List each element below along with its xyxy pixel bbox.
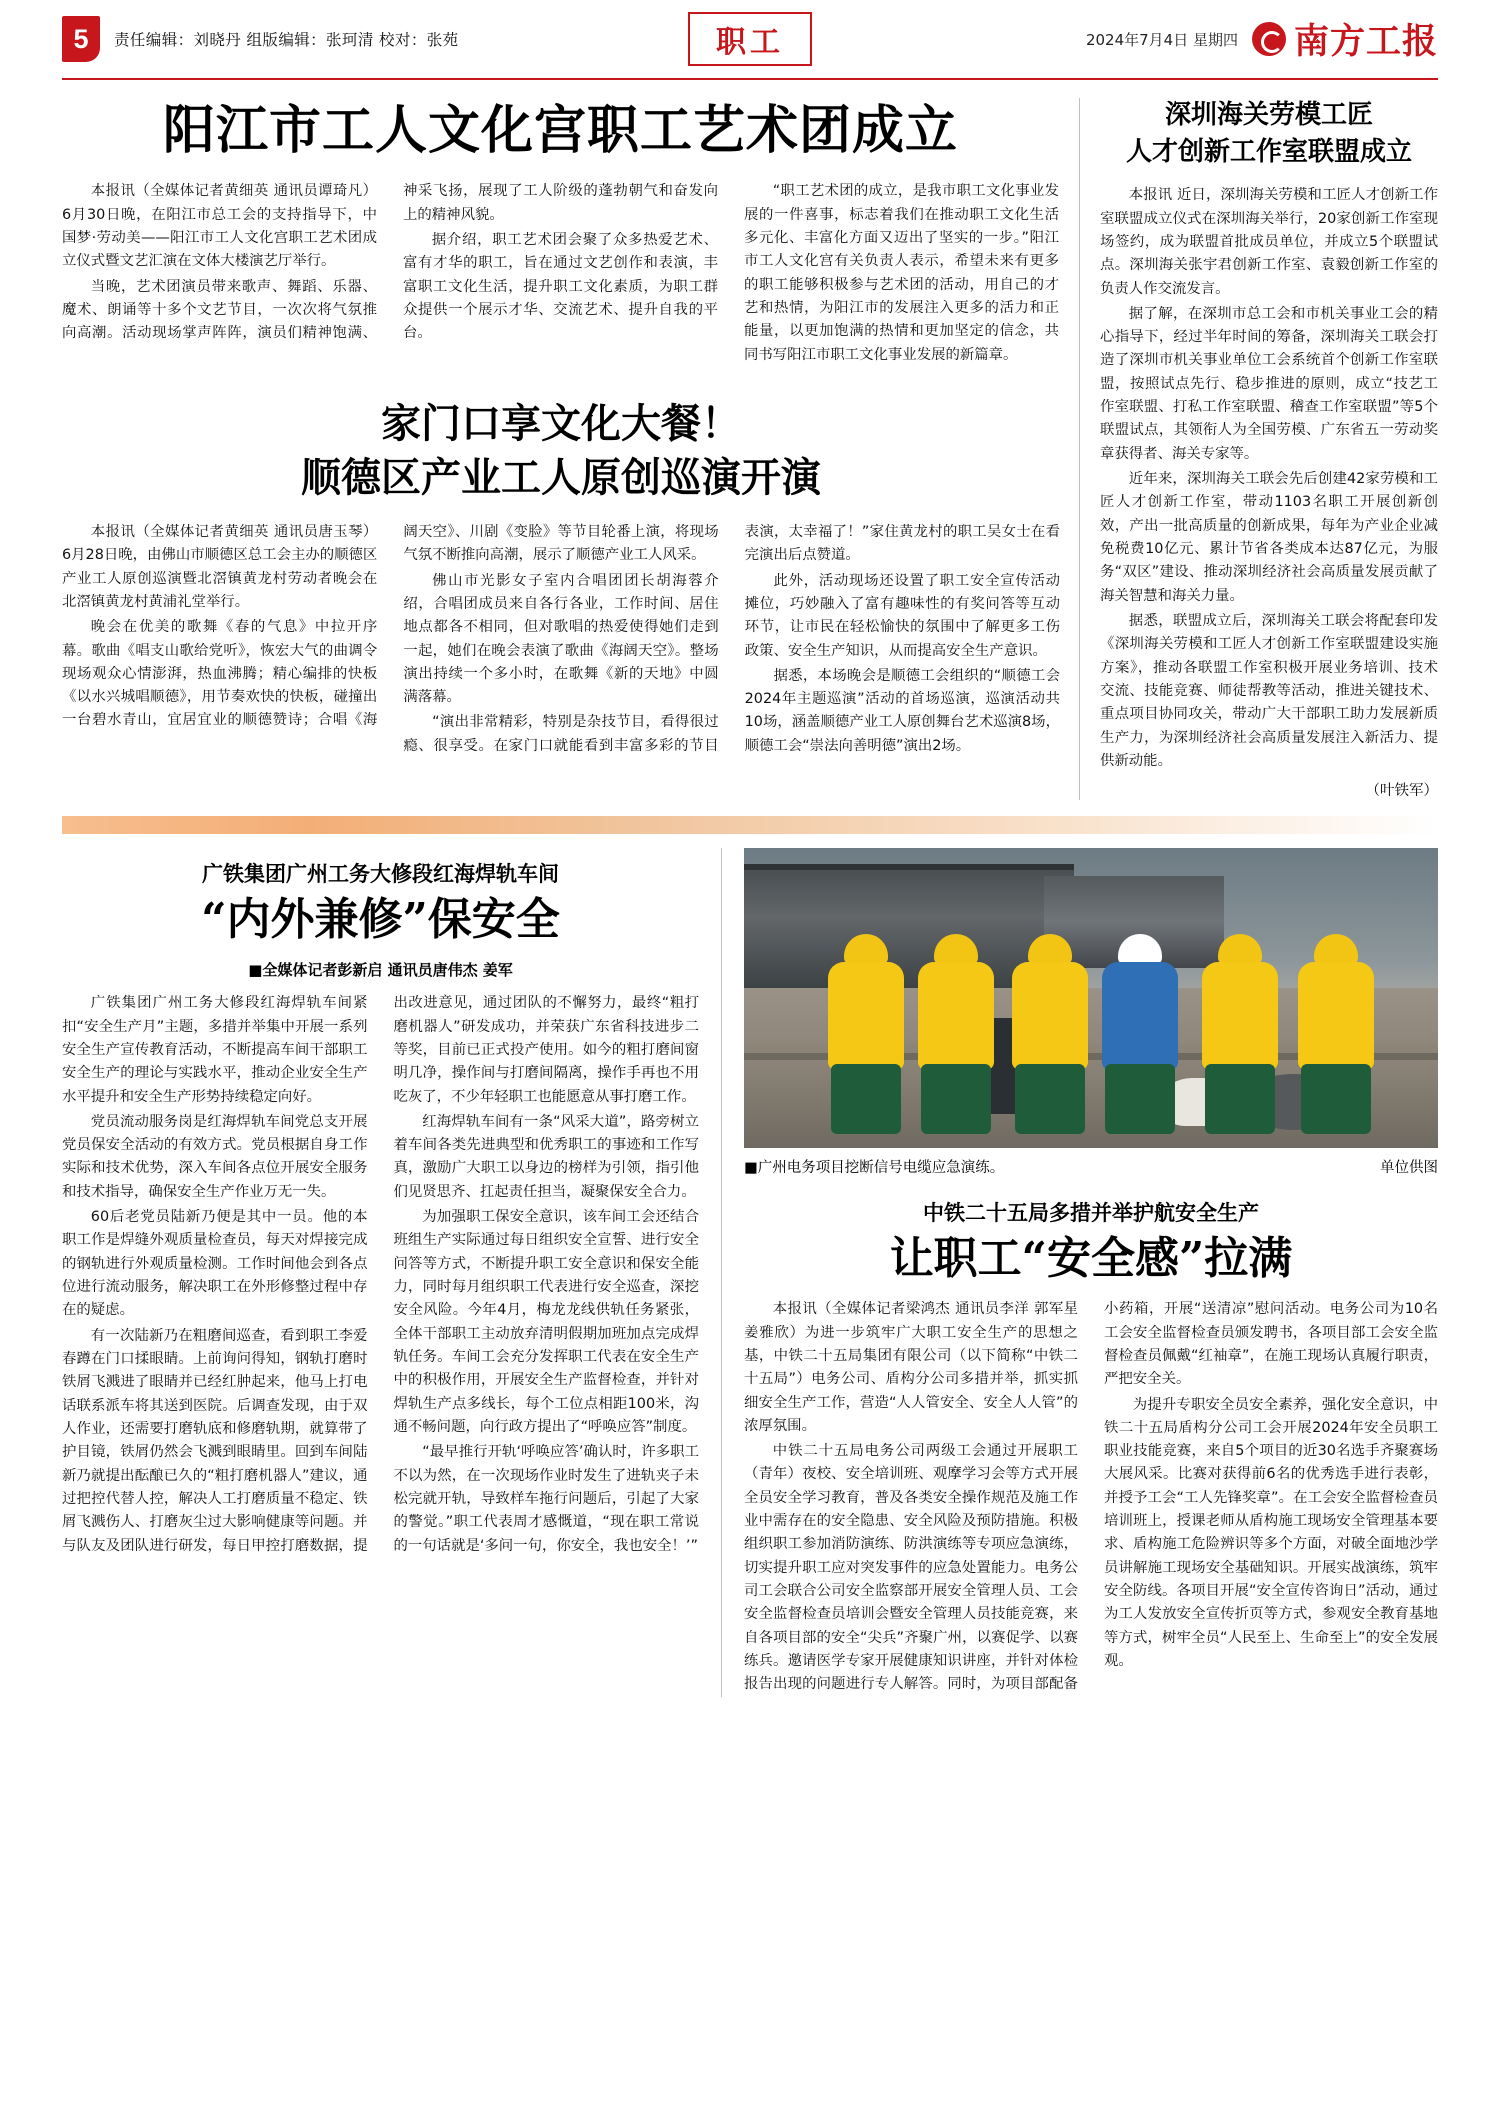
article-5-headline: 让职工“安全感”拉满 (889, 1233, 1293, 1285)
helmet-icon (934, 934, 978, 964)
paragraph: “职工艺术团的成立，是我市职工文化事业发展的一件喜事，标志着我们在推动职工文化生活多元化、丰富化方面又迈出了坚实的一步。”阳江市工人文化宫有关负责人表示，希望未来有更多的职工能够积极参与艺术团的活动，用自己的才艺和热情，为阳江市的发展注入更多的活力和正能量，以更加饱满的热情和更加坚定的信念，共同书写阳江市职工文化事业发展的新篇章。 (744, 183, 1059, 363)
worker-legs (831, 1064, 901, 1134)
worker-body (918, 962, 994, 1070)
photo-worker (1292, 934, 1380, 1130)
photo-and-article-5 (722, 848, 1438, 1696)
article-3-headline-line1: 深圳海关劳模工匠 (1164, 100, 1373, 130)
editor-credits: 责任编辑：刘晓丹 组版编辑：张珂清 校对：张苑 (114, 31, 459, 49)
helmet-icon (1314, 934, 1358, 964)
paragraph: 晚会在优美的歌舞《春的气息》中拉开序幕。歌曲《唱支山歌给党听》，恢宏大气的曲调令现场观众心情澎湃，热血沸腾；精心编排的快板《以水兴城唱顺德》，用节奏欢快的快板，碰撞出一台碧水青山，宜居宜业的顺德赞诗；合唱《海阔天空》、川剧《变脸》等节目轮番上演，将现场气氛不断推向高潮，展示了顺德产业工人风采。 (62, 523, 719, 729)
paragraph: 有一次陆新乃在粗磨间巡查，看到职工李爱春蹲在门口揉眼睛。上前询问得知，钢轨打磨时铁屑飞溅进了眼睛并已经红肿起来，他马上打电话联系派车将其送到医院。后调查发现，由于双人作业，还需要打磨轨底和修磨轨期，就算带了护目镜，铁屑仍然会飞溅到眼睛里。回到车间陆新乃就提出酝酿已久的“粗打磨机器人”建议，通过把控代替人控，解决人工打磨质量不稳定、铁屑飞溅伤人、打磨灰尘过大影响健康等问题。并与队友及团队进行研发，每日甲控打磨数据，提出改进意见，通过团队的不懈努力，最终“粗打磨机器人”研发成功，并荣获广东省科技进步二等奖，目前已正式投产使用。如今的粗打磨间窗明几净，操作间与打磨间隔离，操作手再也不用吃灰了，不少年轻职工也能愿意从事打磨工作。 (62, 995, 699, 1554)
top-section (62, 80, 1438, 800)
article-3-headline-line2: 人才创新工作室联盟成立 (1125, 137, 1412, 168)
paragraph: 本报讯（全媒体记者黄细英 通讯员唐玉琴）6月28日晚，由佛山市顺德区总工会主办的顺德区产业工人原创巡演暨北滘镇黄龙村劳动者晚会在北滘镇黄龙村黄浦礼堂举行。 (62, 523, 378, 610)
helmet-icon (844, 934, 888, 964)
article-3 (1080, 98, 1438, 800)
article-2-headline-line1: 家门口享文化大餐！ (381, 399, 741, 447)
paragraph: 近年来，深圳海关工联会先后创建42家劳模和工匠人才创新工作室，带动1103名职工开展创新创效，产出一批高质量的创新成果，每年为产业企业减免税费10亿元、累计节省各类成本达87亿元，为服务“双区”建设、推动深圳经济社会高质量发展贡献了海关智慧和海关力量。 (1100, 471, 1438, 604)
paragraph: 据悉，本场晚会是顺德工会组织的“顺德工会2024年主题巡演”活动的首场巡演，巡演活动共10场，涵盖顺德产业工人原创舞台艺术巡演8场，顺德工会“崇法向善明德”演出2场。 (744, 667, 1060, 754)
article-4 (62, 848, 722, 1696)
paragraph: “最早推行开轨‘呼唤应答’确认时，许多职工不以为然，在一次现场作业时发生了进轨夹子未松完就开轨，导致样车拖行问题后，引起了大家的警觉。”职工代表周才感慨道，“现在职工常说的一句话就是‘多问一句，你安全，我也安全！’” (393, 1444, 699, 1554)
photo-worker (1006, 934, 1094, 1130)
article-2-body (62, 521, 1060, 758)
paragraph: 据了解，在深圳市总工会和市机关事业工会的精心指导下，经过半年时间的筹备，深圳海关工联会打造了深圳市机关事业单位工会系统首个创新工作室联盟，按照试点先行、稳步推进的原则，成立“技艺工作室联盟、打私工作室联盟、稽查工作室联盟”等5个联盟试点，其领衔人为全国劳模、广东省五一劳动奖章获得者、海关专家等。 (1100, 305, 1438, 462)
page-number: 5 (62, 16, 100, 62)
masthead-right (1086, 14, 1438, 64)
worker-body (1298, 962, 1374, 1070)
paragraph: 本报讯 近日，深圳海关劳模和工匠人才创新工作室联盟成立仪式在深圳海关举行，20家创新工作室现场签约，成为联盟首批成员单位，并成立5个联盟试点。深圳海关张宇君创新工作室、袁毅创新工作室的负责人作交流发言。 (1100, 187, 1438, 297)
worker-body (1102, 962, 1178, 1070)
article-4-body (62, 992, 699, 1559)
paragraph: 60后老党员陆新乃便是其中一员。他的本职工作是焊缝外观质量检查员，每天对焊接完成的钢轨进行外观质量检测。工作时间他会到各点位进行流动服务，解决职工在外形修整过程中存在的疑虑。 (62, 1209, 368, 1319)
paragraph: 为提升专职安全员安全素养，强化安全意识，中铁二十五局盾构分公司工会开展2024年安全员职工职业技能竞赛，来自5个项目的近30名选手齐聚赛场大展风采。比赛对获得前6名的优秀选手进行表彰，并授予工会“工人先锋奖章”。在工会安全监督检查员培训班上，授课老师从盾构施工现场安全管理基本要求、盾构施工危险辨识等多个方面，对破全面地沙学员讲解施工现场安全基础知识。开展实战演练，筑牢安全防线。各项目开展“安全宣传咨询日”活动，通过为工人发放安全宣传折页等方式，参观安全教育基地等方式，树牢全员“人民至上、生命至上”的安全发展观。 (1104, 1396, 1438, 1670)
photo-caption: ■广州电务项目挖断信号电缆应急演练。 (744, 1160, 1005, 1177)
paper-logo (1252, 14, 1438, 64)
article-2-headline-line2: 顺德区产业工人原创巡演开演 (301, 453, 821, 501)
paragraph: 中铁二十五局电务公司两级工会通过开展职工（青年）夜校、安全培训班、观摩学习会等方式开展全员安全学习教育，普及各类安全操作规范及施工作业中需存在的安全隐患、安全风险及预防措施。积极组织职工参加消防演练、防洪演练等专项应急演练，切实提升职工应对突发事件的应急处置能力。电务公司工会联合公司安全监察部开展安全管理人员、工会安全监督检查员培训会暨安全管理人员技能竞赛，来自各项目部的安全“尖兵”齐聚广州，以赛促学、以赛练兵。邀请医学专家开展健康知识讲座，并针对体检报告出现的问题进行专人解答。同时，为项目部配备小药箱，开展“送清凉”慰问活动。电务公司为10名工会安全监督检查员颁发聘书，各项目部工会安全监督检查员佩戴“红袖章”，在施工现场认真履行职责，严把安全关。 (744, 1301, 1438, 1693)
worker-body (1012, 962, 1088, 1070)
paragraph: 红海焊轨车间有一条“风采大道”，路旁树立着车间各类先进典型和优秀职工的事迹和工作写真，激励广大职工以身边的榜样为引领，指引他们见贤思齐、扛起责任担当，凝聚保安全合力。 (393, 1113, 699, 1200)
paragraph: 佛山市光影女子室内合唱团团长胡海蓉介绍，合唱团成员来自各行各业，工作时间、居住地点都各不相同，但对歌唱的热爱使得她们走到一起，她们在晚会表演了歌曲《海阔天空》。整场演出持续一个多小时，在歌舞《新的天地》中圆满落幕。 (403, 572, 719, 706)
section-title: 职工 (688, 12, 812, 66)
paragraph: 据介绍，职工艺术团会聚了众多热爱艺术、富有才华的职工，旨在通过文艺创作和表演，丰富职工文化生活，提升职工文化素质，为职工群众提供一个展示才华、交流艺术、提升自我的平台。 (403, 231, 718, 342)
article-3-body (1100, 184, 1438, 773)
paragraph: “演出非常精彩，特别是杂技节目，看得很过瘾、很享受。在家门口就能看到丰富多彩的节目表演，太幸福了！”家住黄龙村的职工吴女士在看完演出后点赞道。 (403, 523, 1060, 754)
paragraph: 本报讯（全媒体记者梁鸿杰 通讯员李洋 郭军星 姜雅欣）为进一步筑牢广大职工安全生产的思想之基，中铁二十五局集团有限公司（以下简称“中铁二十五局”）电务公司、盾构分公司多措并举，抓实抓细安全生产工作，营造“人人管安全、安全人人管”的浓厚氛围。 (744, 1301, 1078, 1434)
worker-legs (1015, 1064, 1085, 1134)
paragraph: 广铁集团广州工务大修段红海焊轨车间紧扣“安全生产月”主题，多措并举集中开展一系列安全生产宣传教育活动，不断提高车间干部职工安全生产的理论与实践水平，推动企业安全生产水平提升和安全生产形势持续稳定向好。 (62, 995, 368, 1105)
article-1-headline: 阳江市工人文化宫职工艺术团成立 (162, 100, 958, 161)
article-4-headline: “内外兼修”保安全 (201, 894, 560, 946)
paragraph: 据悉，联盟成立后，深圳海关工联会将配套印发《深圳海关劳模和工匠人才创新工作室联盟建设实施方案》，推动各联盟工作室积极开展业务培训、技术交流、技能竞赛、师徒帮教等活动，推进关键技术、重点项目协同攻关，带动广大干部职工助力发展新质生产力，为深圳经济社会高质量发展注入新活力、提供新动能。 (1100, 613, 1438, 770)
paragraph: 党员流动服务岗是红海焊轨车间党总支开展党员保安全活动的有效方式。党员根据自身工作实际和技术优势，深入车间各点位开展安全服务和技术指导，确保安全生产作业万无一失。 (62, 1113, 368, 1200)
article-1-body (62, 180, 1059, 367)
helmet-icon (1028, 934, 1072, 964)
photo-caption-row (744, 1156, 1438, 1177)
worker-body (1202, 962, 1278, 1070)
paragraph: 当晚，艺术团演员带来歌声、舞蹈、乐器、魔术、朗诵等十多个文艺节目，一次次将气氛推向高潮。活动现场掌声阵阵，演员们精神饱满、神采飞扬，展现了工人阶级的蓬勃朝气和奋发向上的精神风貌。 (62, 183, 718, 342)
worker-legs (1301, 1064, 1371, 1134)
article-2 (62, 367, 1080, 770)
article-5-body (744, 1298, 1438, 1697)
issue-date: 2024年7月4日 星期四 (1085, 30, 1238, 49)
news-photo (744, 848, 1438, 1148)
photo-worker (1196, 934, 1284, 1130)
article-4-byline: ■全媒体记者彭新启 通讯员唐伟杰 姜军 (248, 961, 513, 980)
photo-credit: 单位供图 (1380, 1160, 1438, 1177)
worker-body (828, 962, 904, 1070)
photo-worker (822, 934, 910, 1130)
paragraph: 本报讯（全媒体记者黄细英 通讯员谭琦凡）6月30日晚，在阳江市总工会的支持指导下，中国梦·劳动美——阳江市工人文化宫职工艺术团成立仪式暨文艺汇演在文体大楼演艺厅举行。 (62, 183, 377, 270)
worker-legs (1205, 1064, 1275, 1134)
decorative-band (62, 816, 1438, 834)
masthead (62, 0, 1438, 80)
paragraph: 此外，活动现场还设置了职工安全宣传活动摊位，巧妙融入了富有趣味性的有奖问答等互动环节，让市民在轻松愉快的氛围中了解更多工伤政策、安全生产知识，从而提高安全生产意识。 (744, 572, 1060, 659)
article-1-and-2 (62, 98, 1080, 800)
lower-section (62, 848, 1438, 1696)
article-3-signature: （叶铁军） (1365, 783, 1438, 800)
paragraph: 为加强职工保安全意识，该车间工会还结合班组生产实际通过每日组织安全宣誓、进行安全问答等方式，不断提升职工安全意识和保安全能力，同时每月组织职工代表进行安全巡查，深挖安全风险。今年4月，梅龙龙线供轨任务紧张，全体干部职工主动放弃清明假期加班加点完成焊轨任务。车间工会充分发挥职工代表在安全生产中的积极作用，开展安全生产监督检查，并针对焊轨生产点多线长，每个工位点相距100米，沟通不畅问题，向行政方提出了“呼唤应答”制度。 (393, 1209, 699, 1436)
worker-legs (1105, 1064, 1175, 1134)
worker-legs (921, 1064, 991, 1134)
helmet-icon (1218, 934, 1262, 964)
article-5-kicker: 中铁二十五局多措并举护航安全生产 (923, 1200, 1259, 1226)
helmet-icon (1118, 934, 1162, 964)
paper-name: 南方工报 (1293, 21, 1438, 62)
photo-worker-supervisor (1096, 934, 1184, 1130)
paper-logo-icon (1252, 22, 1286, 56)
photo-worker (912, 934, 1000, 1130)
article-4-kicker: 广铁集团广州工务大修段红海焊轨车间 (202, 861, 559, 887)
